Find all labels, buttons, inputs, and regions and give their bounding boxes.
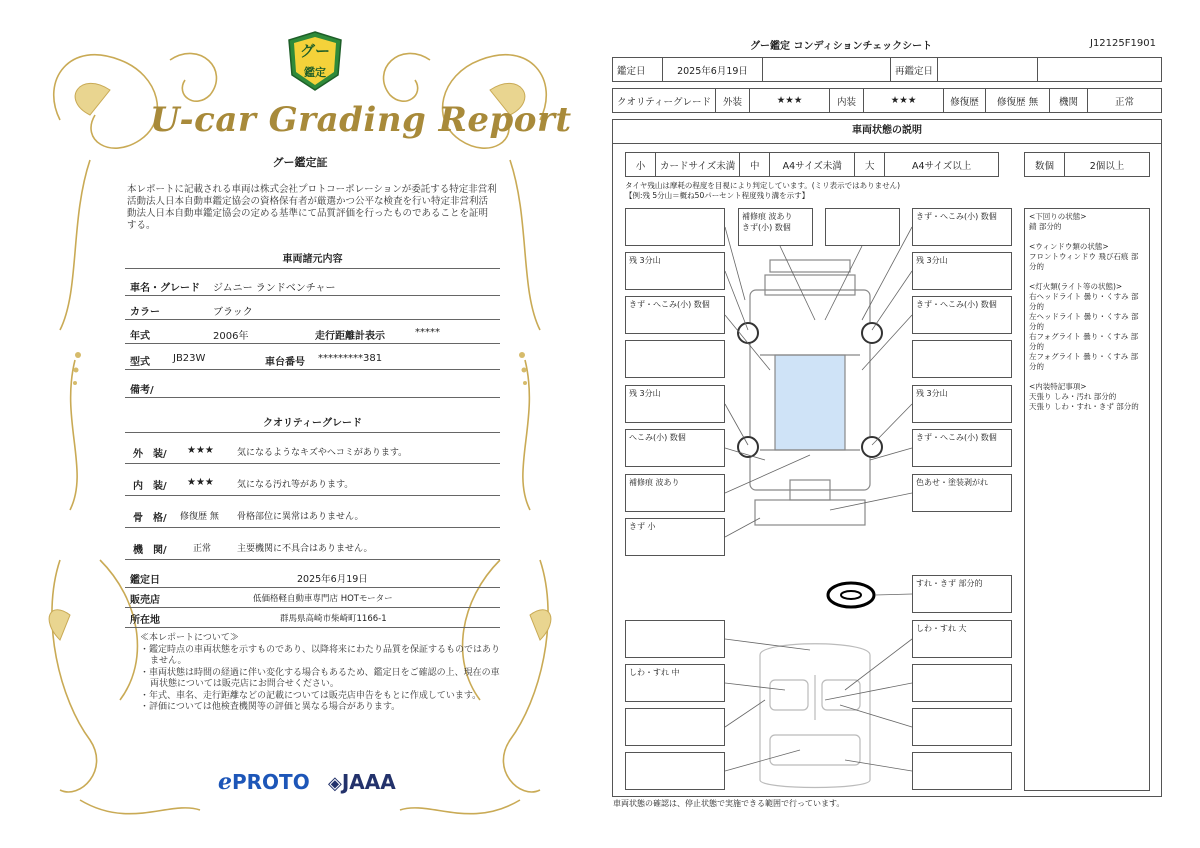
- info-row-address: [125, 606, 500, 628]
- count-label: 数個: [1025, 153, 1065, 177]
- condition-box: きず・へこみ(小) 数個: [912, 208, 1012, 246]
- spec-row-color: [125, 298, 500, 320]
- interior-label: 内 装/: [133, 481, 167, 492]
- side-note-line: 錆 部分的: [1029, 222, 1062, 231]
- quality-row-exterior: [125, 440, 500, 464]
- spec-row-name: [125, 274, 500, 296]
- condition-check-sheet: [600, 0, 1200, 848]
- condition-box: 色あせ・塗装剥がれ: [912, 474, 1012, 512]
- frame-label: 骨 格/: [133, 513, 167, 524]
- condition-title: 車両状態の説明: [612, 119, 1162, 144]
- engine-note: 主要機関に不具合はありません。: [237, 544, 373, 554]
- report-script-title: U-car Grading Report: [150, 100, 572, 140]
- condition-box: 残 3分山: [912, 385, 1012, 423]
- goo-kantei-badge: [286, 30, 344, 92]
- model-value: JB23W: [173, 353, 206, 364]
- note-item: ・評価については他検査機関等の評価と異なる場合があります。: [140, 702, 401, 712]
- notes-title: ≪本レポートについて≫: [140, 633, 239, 643]
- condition-box: きず・へこみ(小) 数個: [912, 429, 1012, 467]
- engine-value: 正常: [193, 544, 212, 554]
- date-label: 鑑定日: [130, 575, 160, 586]
- quality-row-engine: [125, 536, 500, 560]
- side-note-line: <下回りの状態>: [1029, 212, 1087, 221]
- side-note-line: [1029, 372, 1145, 382]
- name-label: 車名・グレード: [130, 283, 200, 294]
- engine-value: 正常: [1088, 89, 1162, 113]
- size-mid: 中: [740, 153, 770, 177]
- quality-section-title: クオリティーグレード: [263, 418, 362, 429]
- exterior-label: 外 装/: [133, 449, 167, 460]
- model-label: 型式: [130, 357, 150, 368]
- sheet-id: J12125F1901: [1090, 38, 1156, 49]
- shop-value: 低価格軽自動車専門店 HOTモーター: [253, 594, 393, 604]
- address-value: 群馬県高崎市柴崎町1166-1: [280, 614, 387, 624]
- size-large-desc: A4サイズ以上: [885, 153, 999, 177]
- side-note-line: 左ヘッドライト 曇り・くすみ 部分的: [1029, 312, 1139, 331]
- count-desc: 2個以上: [1065, 153, 1150, 177]
- side-note-line: 右ヘッドライト 曇り・くすみ 部分的: [1029, 292, 1139, 311]
- certificate-intro: 本レポートに記載される車両は株式会社プロトコーポレーションが委託する特定非営利活動法人日本自動車鑑定協会の資格保有者が厳選かつ公平な検査を行い特定非営利活動法人日本自動車鑑定協会の定める基準にて品質評価を行ったものであることを証明する。: [127, 184, 497, 231]
- spec-top-rule: [125, 268, 500, 269]
- side-note-line: 天張り しわ・すれ・きず 部分的: [1029, 402, 1139, 411]
- info-row-shop: [125, 586, 500, 608]
- quality-row-frame: [125, 504, 500, 528]
- certificate-title: グー鑑定証: [272, 156, 328, 169]
- int-value: ★★★: [864, 89, 944, 113]
- size-large: 大: [855, 153, 885, 177]
- repair-label: 修復歴: [944, 89, 986, 113]
- color-label: カラー: [130, 307, 160, 318]
- frame-value: 修復歴 無: [180, 512, 219, 522]
- name-value: ジムニー ランドベンチャー: [213, 283, 336, 294]
- report-notes: [140, 633, 500, 714]
- spec-row-year: [125, 322, 500, 344]
- chassis-value: *********381: [318, 353, 383, 364]
- condition-box: 補修痕 波あり: [625, 474, 725, 512]
- quality-top-rule: [125, 432, 500, 433]
- proto-logo: ℯPROTO: [218, 770, 310, 795]
- date-value: 2025年6月19日: [663, 58, 763, 82]
- jaaa-mark-icon: ◈: [328, 773, 342, 794]
- spec-section-title: 車両諸元内容: [282, 254, 343, 265]
- info-row-date: [125, 566, 500, 588]
- frame-note: 骨格部位に異常はありません。: [237, 512, 364, 522]
- spec-row-model: [125, 348, 500, 370]
- condition-box: へこみ(小) 数個: [625, 429, 725, 467]
- badge-bottom-text: 鑑定: [304, 66, 326, 79]
- date-label: 鑑定日: [613, 58, 663, 82]
- side-notes-panel: [1024, 208, 1150, 791]
- shop-label: 販売店: [130, 595, 160, 606]
- int-label: 内装: [830, 89, 864, 113]
- side-note-line: 天張り しみ・汚れ 部分的: [1029, 392, 1117, 401]
- chassis-label: 車台番号: [265, 357, 305, 368]
- ext-value: ★★★: [750, 89, 830, 113]
- condition-box: しわ・すれ 大: [912, 620, 1012, 658]
- note-item: ・車両状態は時間の経過に伴い変化する場合もあるため、鑑定日をご確認の上、現在の車両状態については販売店にお問合せください。: [140, 667, 500, 689]
- condition-box: しわ・すれ 中: [625, 664, 725, 702]
- tire-note-1: タイヤ残山は摩耗の程度を目視により判定しています。(ミリ表示ではありません): [625, 181, 901, 190]
- address-label: 所在地: [130, 615, 160, 626]
- tire-note-2: 【例:残 5分山＝概ね50パーセント程度残り溝を示す】: [625, 191, 810, 200]
- jaaa-logo: ◈JAAA: [328, 770, 396, 794]
- side-note-line: フロントウィンドウ 飛び石痕 部分的: [1029, 252, 1139, 271]
- condition-box: きず 小: [625, 518, 725, 556]
- ext-label: 外装: [716, 89, 750, 113]
- condition-box: きず・へこみ(小) 数個: [912, 296, 1012, 334]
- engine-label: 機 関/: [133, 545, 167, 556]
- quality-row-interior: [125, 472, 500, 496]
- repair-value: 修復歴 無: [986, 89, 1050, 113]
- size-small: 小: [626, 153, 656, 177]
- size-mid-desc: A4サイズ未満: [770, 153, 855, 177]
- exterior-note: 気になるようなキズやヘコミがあります。: [237, 448, 408, 458]
- condition-box: 補修痕 波あり きず(小) 数個: [738, 208, 813, 246]
- note-item: ・年式、車名、走行距離などの記載については販売店申告をもとに作成しています。: [140, 690, 482, 701]
- sheet-title: グー鑑定 コンディションチェックシート: [750, 41, 933, 52]
- exterior-stars: ★★★: [187, 445, 214, 456]
- side-note-line: 右フォグライト 曇り・くすみ 部分的: [1029, 332, 1139, 351]
- spec-row-remarks: [125, 376, 500, 398]
- note-item: ・鑑定時点の車両状態を示すものであり、以降将来にわたり品質を保証するものではありません。: [140, 644, 501, 666]
- mileage-value: *****: [415, 327, 440, 338]
- remarks-label: 備考/: [130, 385, 154, 396]
- side-note-line: [1029, 232, 1145, 242]
- condition-box: 残 3分山: [625, 385, 725, 423]
- size-small-desc: カードサイズ未満: [656, 153, 740, 177]
- footer-note: 車両状態の確認は、停止状態で実施できる範囲で行っています。: [613, 799, 845, 808]
- interior-note: 気になる汚れ等があります。: [237, 480, 354, 490]
- condition-box: 残 3分山: [912, 252, 1012, 290]
- side-note-line: 左フォグライト 曇り・くすみ 部分的: [1029, 352, 1139, 371]
- condition-box: すれ・きず 部分的: [912, 575, 1012, 613]
- side-note-line: [1029, 272, 1145, 282]
- interior-stars: ★★★: [187, 477, 214, 488]
- engine-label: 機関: [1050, 89, 1088, 113]
- date-value: 2025年6月19日: [297, 574, 368, 585]
- year-label: 年式: [130, 331, 150, 342]
- side-note-line: <ウィンドウ類の状態>: [1029, 242, 1109, 251]
- badge-top-text: グー: [299, 42, 330, 60]
- year-value: 2006年: [213, 331, 249, 342]
- side-note-line: <内装特記事項>: [1029, 382, 1087, 391]
- quality-label: クオリティーグレード: [613, 89, 716, 113]
- condition-box: 残 3分山: [625, 252, 725, 290]
- side-note-line: <灯火類(ライト等の状態)>: [1029, 282, 1123, 291]
- condition-box: きず・へこみ(小) 数個: [625, 296, 725, 334]
- redate-label: 再鑑定日: [891, 58, 938, 82]
- proto-mark-icon: ℯ: [218, 770, 232, 795]
- mileage-label: 走行距離計表示: [315, 331, 385, 342]
- color-value: ブラック: [213, 307, 253, 318]
